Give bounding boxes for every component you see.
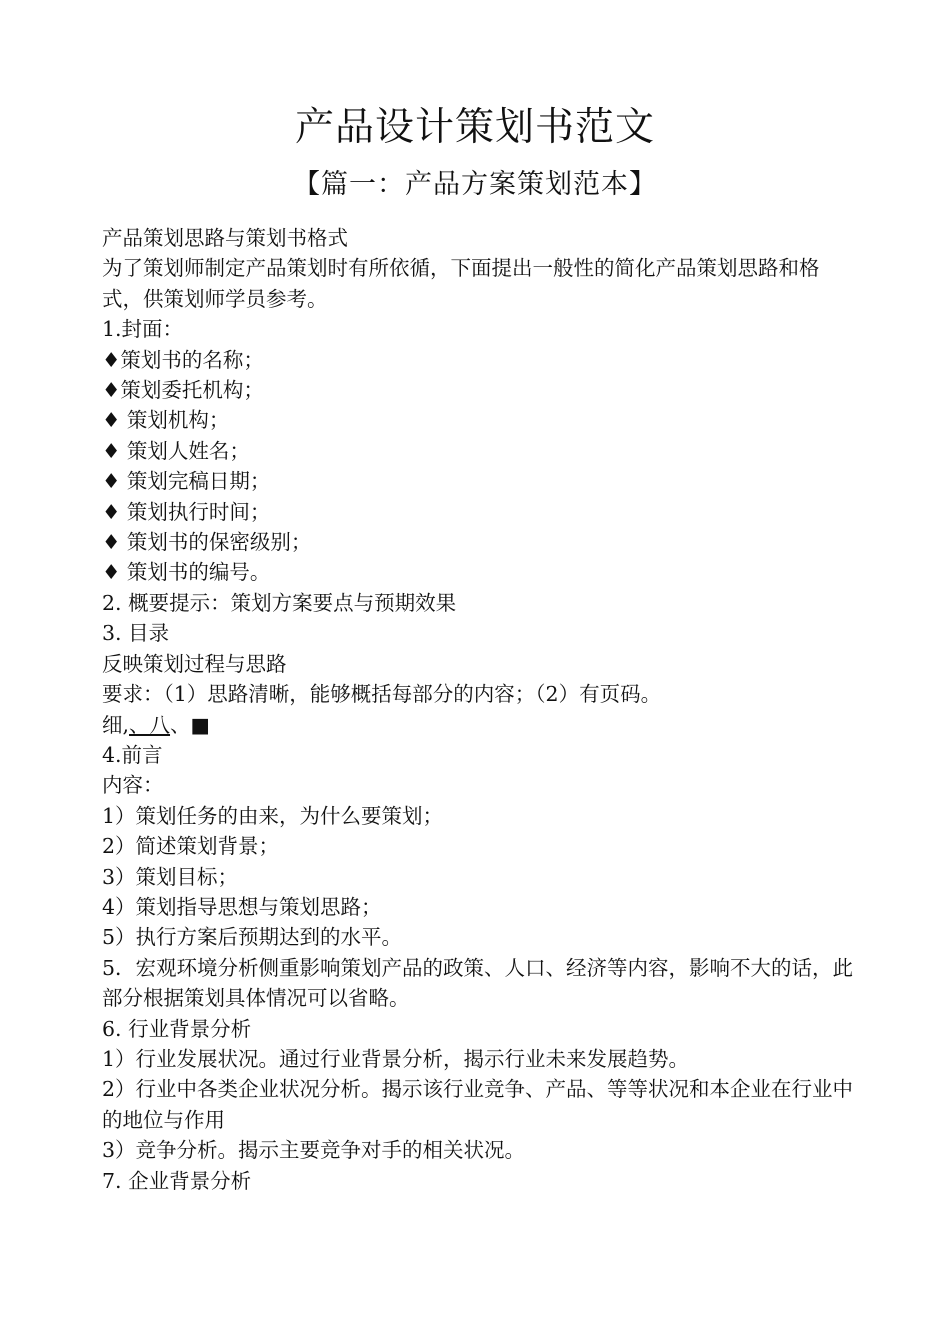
document-title: 产品设计策划书范文 <box>294 105 655 150</box>
macro-analysis-paragraph: 5．宏观环境分析侧重影响策划产品的政策、人口、经济等内容，影响不大的话，此部分根据策划具体情况可以省略。 <box>102 955 854 1011</box>
toc-heading: 3. 目录 <box>102 621 170 646</box>
content-label: 内容： <box>102 773 164 798</box>
company-heading: 7. 企业背景分析 <box>102 1168 252 1193</box>
list-item: 5）执行方案后预期达到的水平。 <box>102 925 403 950</box>
toc-requirement: 要求：（1）思路清晰，能够概括每部分的内容；（2）有页码。 <box>102 682 662 707</box>
list-item: ♦ 策划执行时间； <box>102 499 271 524</box>
list-item: 4）策划指导思想与策划思路； <box>102 894 382 919</box>
list-item: 3）竞争分析。揭示主要竞争对手的相关状况。 <box>102 1138 526 1163</box>
list-item: 1）策划任务的由来，为什么要策划； <box>102 803 444 828</box>
list-item: 2）行业中各类企业状况分析。揭示该行业竞争、产品、等等状况和本企业在行业中的地位与作用 <box>102 1077 854 1132</box>
list-item: ♦ 策划人姓名； <box>102 438 250 463</box>
garbled-suffix: 、■ <box>170 712 210 737</box>
list-item: ♦ 策划书的编号。 <box>102 560 271 585</box>
list-item: ♦ 策划完稿日期； <box>102 469 271 494</box>
list-item: ♦策划委托机构； <box>102 378 264 403</box>
summary-heading: 2. 概要提示：策划方案要点与预期效果 <box>102 590 457 615</box>
industry-heading: 6. 行业背景分析 <box>102 1016 252 1041</box>
list-item: ♦策划书的名称； <box>102 347 264 372</box>
list-item: 3）策划目标； <box>102 864 239 889</box>
cover-heading: 1.封面： <box>102 317 184 342</box>
preface-heading: 4.前言 <box>102 742 163 767</box>
intro-paragraph: 为了策划师制定产品策划时有所依循，下面提出一般性的简化产品策划思路和格式，供策划师学员参考。 <box>102 256 820 311</box>
list-item: 1）行业发展状况。通过行业背景分析，揭示行业未来发展趋势。 <box>102 1046 690 1071</box>
garbled-underlined: 、八 <box>129 712 171 737</box>
garbled-line <box>102 710 854 740</box>
garbled-prefix: 细, <box>102 712 130 737</box>
list-item: ♦ 策划机构； <box>102 408 230 433</box>
section-heading: 产品策划思路与策划书格式 <box>102 226 348 250</box>
toc-description: 反映策划过程与思路 <box>102 651 287 676</box>
document-body <box>102 223 854 1196</box>
list-item: 2）简述策划背景； <box>102 834 280 859</box>
list-item: ♦ 策划书的保密级别； <box>102 530 312 555</box>
document-subtitle: 【篇一：产品方案策划范本】 <box>293 169 657 200</box>
